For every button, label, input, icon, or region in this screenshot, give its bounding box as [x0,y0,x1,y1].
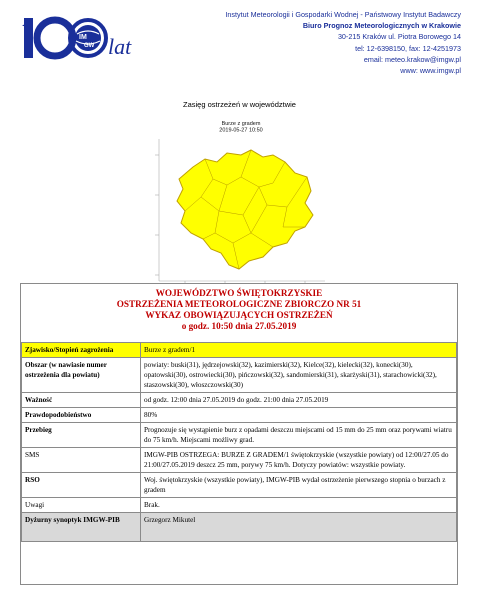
warning-heading [21,284,457,342]
map-caption-date: 2019-05-27 10:50 [219,127,263,134]
org-office: Biuro Prognoz Meteorologicznych w Krakowie [302,21,461,31]
row-key: RSO [22,473,141,498]
table-row [22,393,457,408]
logo-lat-text: lat [108,34,132,59]
row-value: Grzegorz Mikutel [141,513,457,542]
row-value: IMGW-PIB OSTRZEGA: BURZE Z GRADEM/1 świętokrzyskie (wszystkie powiaty) od 12:00/27.05 do 21:00/27.05.2019 deszcz 25 mm, porywy 75 km/h. Dotyczy powiatów: wszystkie powiaty. [141,448,457,473]
table-row [22,358,457,393]
org-name: Instytut Meteorologii i Gospodarki Wodnej - Państwowy Instytut Badawczy [225,10,461,19]
row-key: Obszar (w nawiasie numer ostrzeżenia dla powiatu) [22,358,141,393]
heading-voivodeship: WOJEWÓDZTWO ŚWIĘTOKRZYSKIE [155,288,323,298]
imgw-100-lat-logo [22,14,152,64]
heading-list-title: WYKAZ OBOWIĄZUJĄCYCH OSTRZEŻEŃ [145,310,333,320]
table-row [22,423,457,448]
voivodeship-map [155,115,327,283]
svg-text:GW: GW [84,43,95,49]
map-caption-phenomenon: Burze z gradem [221,121,261,127]
svg-text:IM: IM [79,34,87,41]
org-address: 30-215 Kraków ul. Piotra Borowego 14 [337,32,461,42]
warning-table [21,342,457,542]
row-key: Zjawisko/Stopień zagrożenia [22,343,141,358]
logo-graphic [22,14,152,64]
row-value: Brak. [141,498,457,513]
row-key: Przebieg [22,423,141,448]
row-value: powiaty: buski(31), jędrzejowski(32), kazimierski(32), Kielce(32), kielecki(32), konecki(30), opatowski(30), ostrowiecki(30), pińczowski(32), sandomierski(31), skarżyski(31), starachowicki(32), staszowski(30), włoszczowski(30) [141,358,457,393]
row-key: SMS [22,448,141,473]
row-value: Burze z gradem/1 [141,343,457,358]
table-row [22,498,457,513]
org-email[interactable]: email: meteo.krakow@imgw.pl [363,54,461,64]
org-website[interactable]: www: www.imgw.pl [400,66,461,76]
swietokrzyskie-region [177,150,313,269]
row-value: 80% [141,408,457,423]
row-value: od godz. 12:00 dnia 27.05.2019 do godz. 21:00 dnia 27.05.2019 [141,393,457,408]
row-key: Uwagi [22,498,141,513]
table-row [22,513,457,542]
map-title: Zasięg ostrzeżeń w województwie [183,100,296,109]
heading-issue-time: o godz. 10:50 dnia 27.05.2019 [181,321,297,331]
row-value: Prognozuje się wystąpienie burz z opadami deszczu miejscami od 15 mm do 25 mm oraz porywami wiatru do 75 km/h. Miejscami możliwy grad. [141,423,457,448]
table-row [22,448,457,473]
table-row [22,408,457,423]
organization-info [161,9,461,76]
table-row [22,343,457,358]
row-key: Ważność [22,393,141,408]
row-key: Dyżurny synoptyk IMGW-PIB [22,513,141,542]
org-phone: tel: 12-6398150, fax: 12-4251973 [355,43,461,53]
row-value: Woj. świętokrzyskie (wszystkie powiaty), IMGW-PIB wydał ostrzeżenie pierwszego stopnia o burzach z gradem [141,473,457,498]
row-key: Prawdopodobieństwo [22,408,141,423]
warning-box [20,283,458,585]
table-row [22,473,457,498]
warning-map [155,115,327,283]
heading-warning-number: OSTRZEŻENIA METEOROLOGICZNE ZBIORCZO NR 51 [116,299,362,309]
